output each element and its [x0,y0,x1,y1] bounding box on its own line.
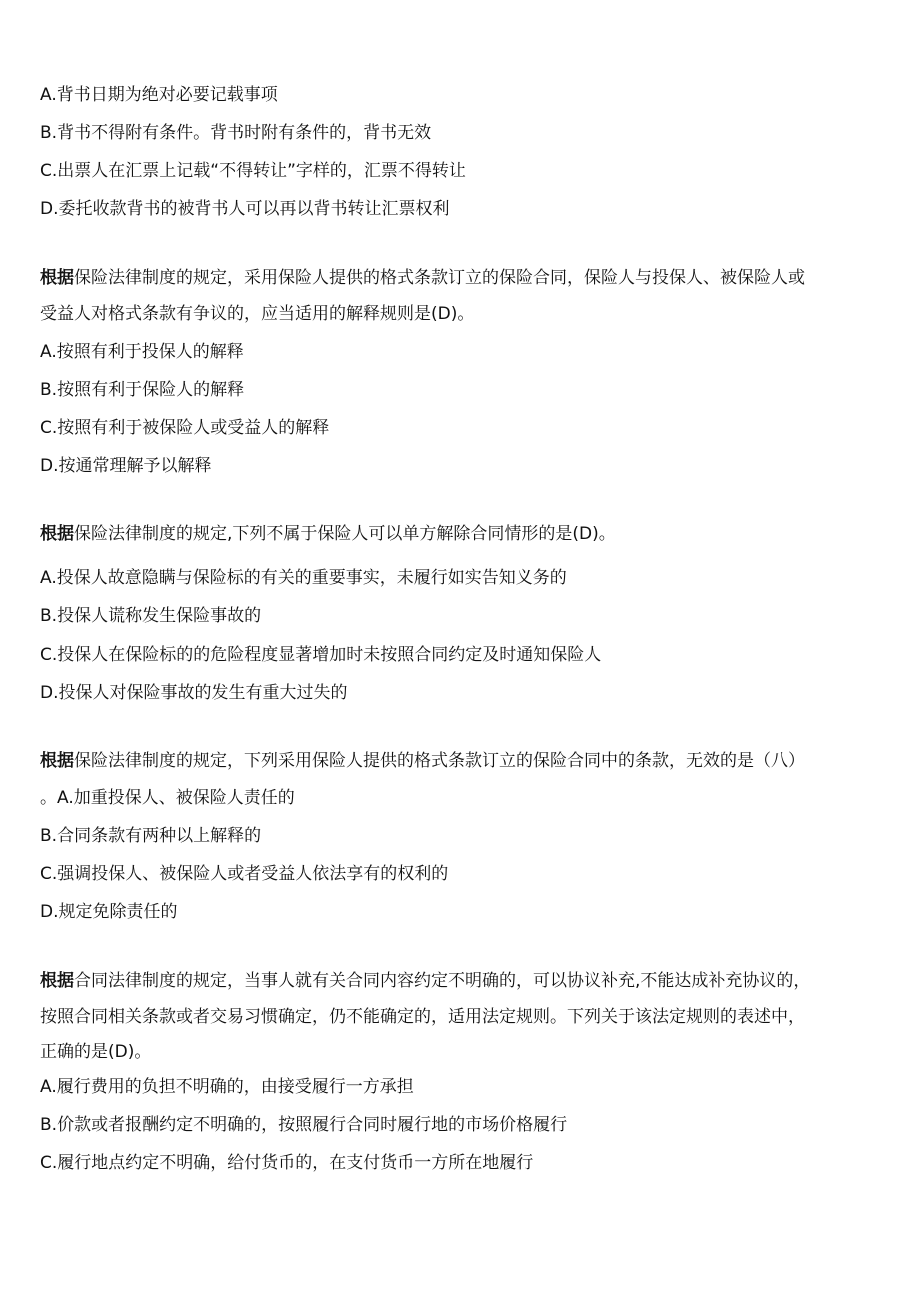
option-line: A.履行费用的负担不明确的，由接受履行一方承担 [40,1077,414,1097]
option-line: B.价款或者报酬约定不明确的，按照履行合同时履行地的市场价格履行 [40,1115,568,1135]
question-stem-continued: 按照合同相关条款或者交易习惯确定，仍不能确定的，适用法定规则。下列关于该法定规则的表述中， [40,1007,805,1027]
question-stem-continued: 。A.加重投保人、被保险人责任的 [40,788,295,808]
option-line: A.投保人故意隐瞒与保险标的有关的重要事实，未履行如实告知义务的 [40,568,567,588]
question-stem-text: 保险法律制度的规定，采用保险人提供的格式条款订立的保险合同，保险人与投保人、被保险人或 [74,268,805,288]
question-stem-text: 合同法律制度的规定，当事人就有关合同内容约定不明确的，可以协议补充,不能达成补充协议的， [74,971,811,991]
option-line: B.投保人谎称发生保险事故的 [40,606,262,626]
question-lead: 根据 [40,751,74,771]
question-stem [40,970,810,992]
option-line: D.按通常理解予以解释 [40,456,212,476]
option-line: D.投保人对保险事故的发生有重大过失的 [40,683,348,703]
question-stem-continued: 正确的是(D)。 [40,1042,152,1062]
option-line: C.履行地点约定不明确，给付货币的，在支付货币一方所在地履行 [40,1153,534,1173]
option-line: C.按照有利于被保险人或受益人的解释 [40,418,330,438]
option-line: B.背书不得附有条件。背书时附有条件的，背书无效 [40,123,432,143]
question-stem [40,523,616,545]
option-line: C.出票人在汇票上记载“不得转让”字样的，汇票不得转让 [40,161,466,181]
option-line: B.合同条款有两种以上解释的 [40,826,262,846]
question-stem-text: 保险法律制度的规定，下列采用保险人提供的格式条款订立的保险合同中的条款，无效的是（八） [74,751,805,771]
option-line: D.规定免除责任的 [40,902,178,922]
question-stem [40,750,805,772]
question-lead: 根据 [40,971,74,991]
option-line: C.强调投保人、被保险人或者受益人依法享有的权利的 [40,864,449,884]
question-lead: 根据 [40,524,74,544]
option-line: C.投保人在保险标的的危险程度显著增加时未按照合同约定及时通知保险人 [40,645,602,665]
question-lead: 根据 [40,268,74,288]
option-line: D.委托收款背书的被背书人可以再以背书转让汇票权利 [40,199,450,219]
option-line: A.按照有利于投保人的解释 [40,342,244,362]
question-stem-continued: 受益人对格式条款有争议的，应当适用的解释规则是(D)。 [40,304,475,324]
question-stem [40,267,805,289]
question-stem-text: 保险法律制度的规定,下列不属于保险人可以单方解除合同情形的是(D)。 [74,524,616,544]
option-line: B.按照有利于保险人的解释 [40,380,245,400]
option-line: A.背书日期为绝对必要记载事项 [40,85,278,105]
